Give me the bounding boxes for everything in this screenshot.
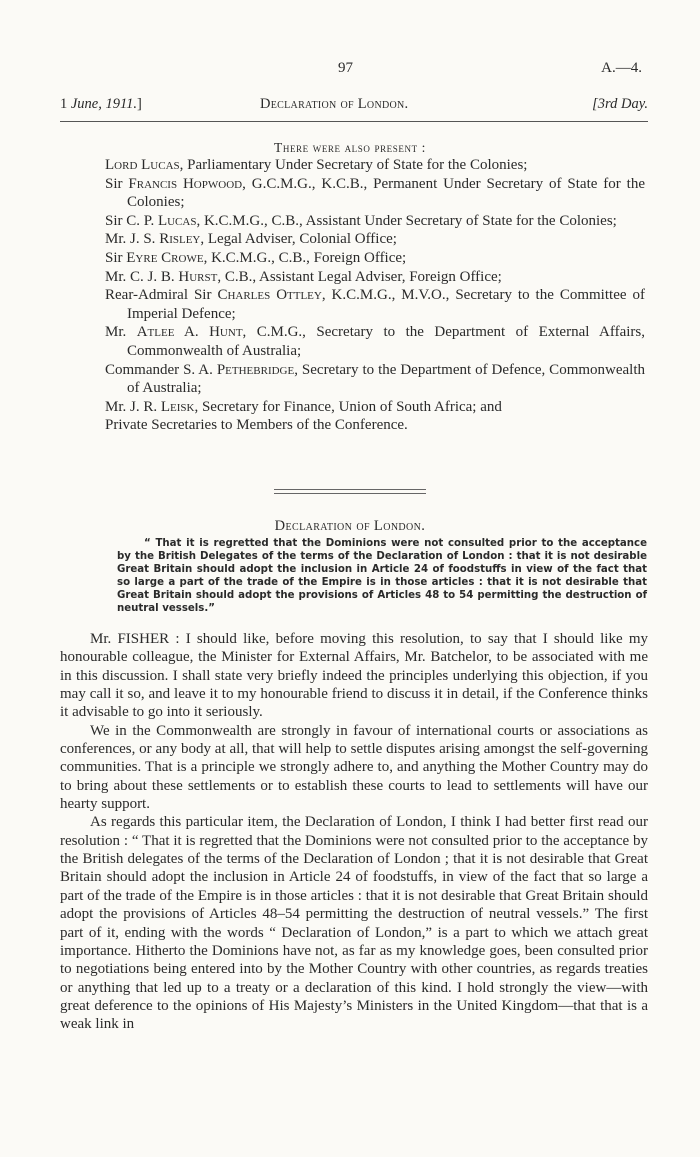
- attendee-item: Sir C. P. Lucas, K.C.M.G., C.B., Assistant Under Secretary of State for the Colonies;: [105, 212, 617, 229]
- body-text: [60, 630, 648, 1034]
- section-title: Declaration of London.: [274, 518, 426, 534]
- attendee-item: Rear-Admiral Sir Charles Ottley, K.C.M.G., M.V.O., Secretary to the Committee of Imperial Defence;: [105, 287, 645, 322]
- paragraph: We in the Commonwealth are strongly in favour of international courts or associations as conferences, or any body at all, that will help to settle disputes arising amongst the self-governing communities. That is a principle we strongly adhere to, and anything the Mother Country may do to bring about these settlements or to establish these courts to lead to settlements will have our hearty support.: [60, 722, 648, 813]
- paragraph: As regards this particular item, the Declaration of London, I think I had better first read our resolution : “ That it is regretted that the Dominions were not consulted prior to the acceptance by the British delegates of the terms of the Declaration of London ; that it is not desirable that Great Britain should adopt the inclusion in Article 24 of foodstuffs, in view of the fact that so large a part of the trade of the Empire is in those articles : that it is not desirable that Great Britain should adopt the provisions of Articles 48–54 permitting the destruction of neutral vessels.” The first part of it, ending with the words “ Declaration of London,” is a part to which we attach great importance. Hitherto the Dominions have not, as far as my knowledge goes, been consulted prior to negotiations being entered into by the Mother Country with other countries, as regards treaties or anything that led up to a treaty or a declaration of this kind. I hold strongly the view—with great deference to the opinions of His Majesty’s Ministers in the United Kingdom—that that is a weak link in: [60, 814, 648, 1033]
- attendee-item: Lord Lucas, Parliamentary Under Secretary of State for the Colonies;: [105, 157, 528, 173]
- attendee-item: Sir Francis Hopwood, G.C.M.G., K.C.B., Permanent Under Secretary of State for the Colonies;: [105, 175, 645, 211]
- attendee-item: Private Secretaries to Members of the Conference.: [105, 417, 408, 434]
- attendee-item: Mr. C. J. B. Hurst, C.B., Assistant Legal Adviser, Foreign Office;: [105, 268, 502, 285]
- paper-reference: A.—4.: [601, 60, 642, 76]
- running-head-title: Declaration of London.: [260, 96, 409, 112]
- paragraph: Mr. FISHER : I should like, before moving this resolution, to say that I should like my honourable colleague, the Minister for External Affairs, Mr. Batchelor, to be associated with me in this discussion. I shall state very briefly indeed the principles underlying this objection, if you may call it so, and leave it to my honourable friend to discuss it in detail, if the Conference thinks it advisable to go into it seriously.: [60, 631, 648, 721]
- section-divider: [274, 489, 426, 494]
- running-head-day: [3rd Day.: [592, 96, 648, 112]
- attendee-item: Sir Eyre Crowe, K.C.M.G., C.B., Foreign Office;: [105, 249, 407, 266]
- page-number: 97: [338, 60, 353, 76]
- attendee-list: [105, 156, 645, 435]
- attendee-item: Mr. J. S. Risley, Legal Adviser, Colonial Office;: [105, 231, 397, 248]
- attendee-item: Commander S. A. Pethebridge, Secretary to the Department of Defence, Commonwealth of Australia;: [105, 361, 646, 397]
- page-header: [0, 60, 700, 80]
- running-head: [60, 96, 648, 118]
- present-heading: There were also present :: [274, 140, 426, 155]
- attendee-item: Mr. J. R. Leisk, Secretary for Finance, Union of South Africa; and: [105, 398, 502, 415]
- resolution-text: “ That it is regretted that the Dominions were not consulted prior to the acceptance by the British Delegates of the terms of the Declaration of London : that it is not desirable Great Britain should adopt the inclusion in Article 24 of foodstuffs in view of the fact that so large a part of the trade of the Empire is in those articles : that it is not desirable that Great Britain should adopt the provisions of Articles 48 to 54 permitting the destruction of neutral vessels.”: [117, 538, 647, 615]
- running-head-date: 1 June, 1911.]: [60, 96, 142, 112]
- attendee-item: Mr. Atlee A. Hunt, C.M.G., Secretary to the Department of External Affairs, Commonwealth of Australia;: [105, 324, 645, 359]
- resolution-quote: [117, 537, 647, 616]
- header-rule: [60, 121, 648, 122]
